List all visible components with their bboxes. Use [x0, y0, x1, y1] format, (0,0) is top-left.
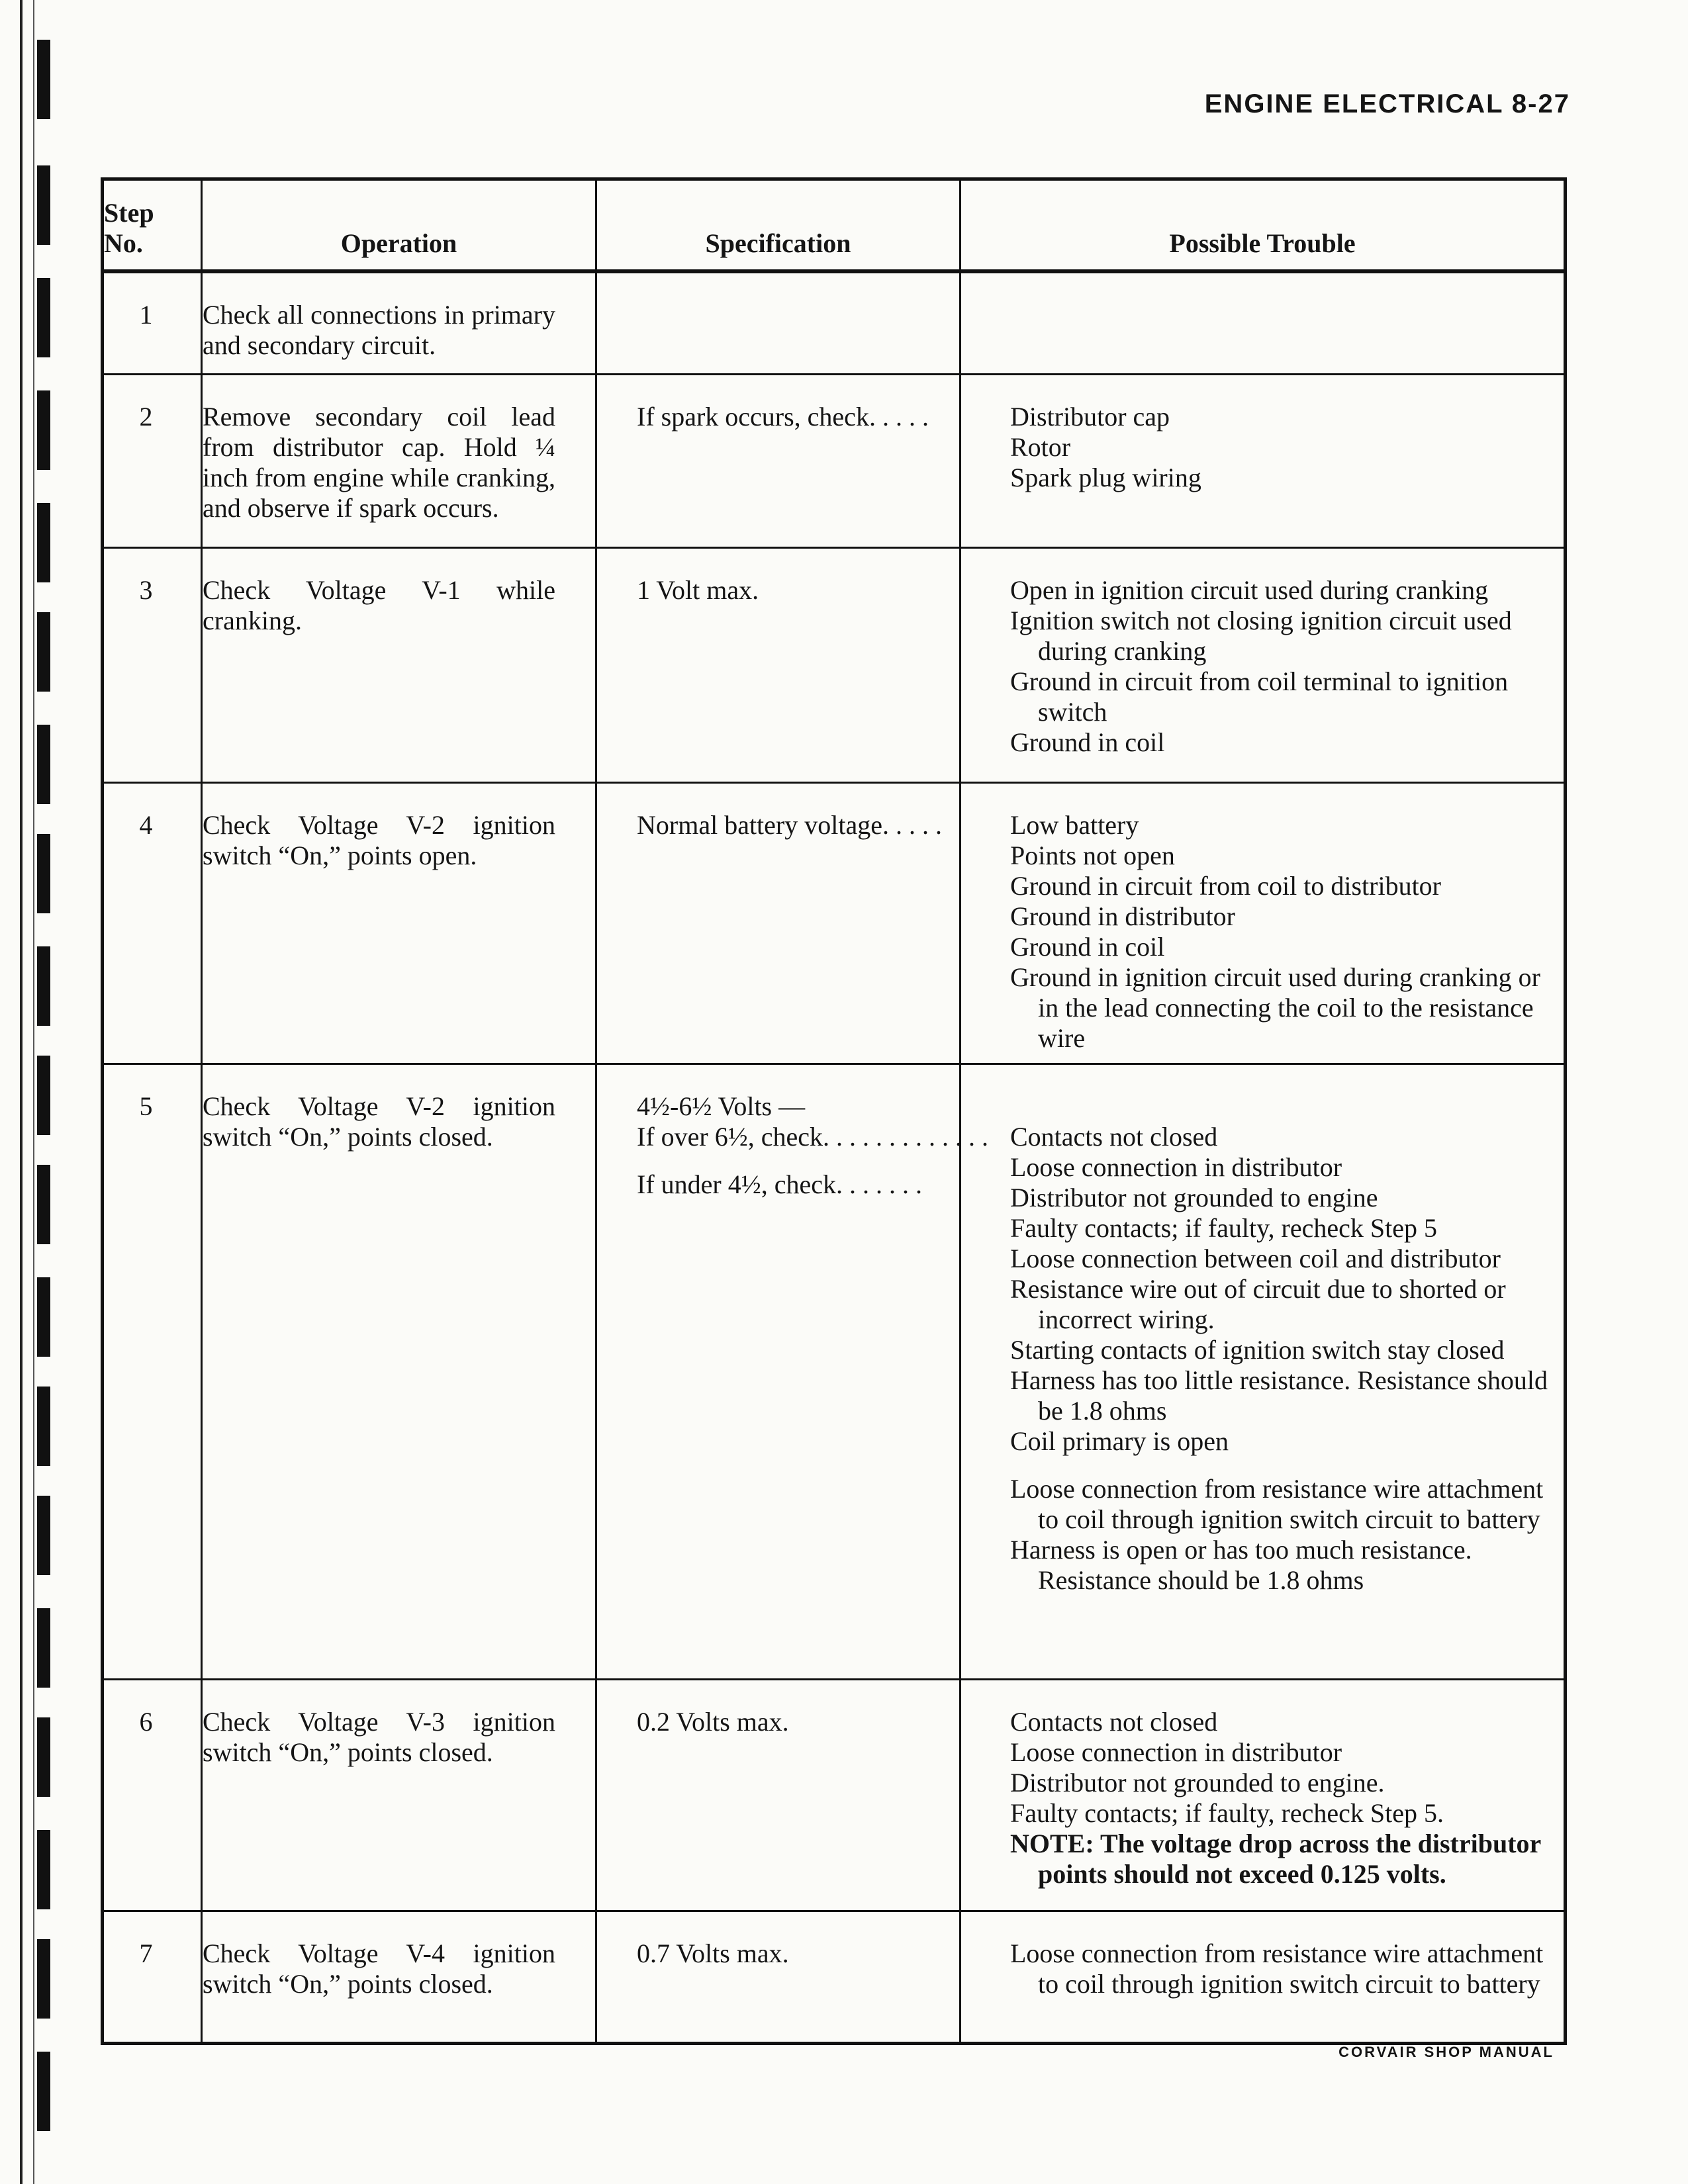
binding-hole: [37, 1939, 50, 2019]
step-number: 5: [103, 1064, 202, 1679]
table-header-row: [103, 179, 1566, 272]
trouble-item: Spark plug wiring: [1010, 462, 1201, 492]
binding-hole: [37, 1608, 50, 1688]
table-row: [103, 1679, 1566, 1911]
operation-cell: [202, 1679, 596, 1911]
table-row: [103, 271, 1566, 374]
step-number: 6: [103, 1679, 202, 1911]
specification-cell: [596, 782, 961, 1064]
binding-hole: [37, 612, 50, 692]
specification-text: If spark occurs, check. . . . .: [637, 401, 929, 432]
trouble-item: Ignition switch not closing ignition circuit used during cranking: [1010, 605, 1512, 666]
trouble-item: Harness has too little resistance. Resistance should be 1.8 ohms: [1010, 1365, 1548, 1426]
specification-text: 1 Volt max.: [637, 574, 759, 605]
trouble-item: Coil primary is open: [1010, 1426, 1229, 1456]
trouble-list: [961, 1091, 1550, 1457]
binding-hole: [37, 1717, 50, 1797]
specification-text: If over 6½, check. . . . . . . . . . . . .: [637, 1121, 988, 1152]
trouble-item: Faulty contacts; if faulty, recheck Step 5: [1010, 1212, 1437, 1243]
binding-hole: [37, 503, 50, 582]
binding-hole: [37, 1056, 50, 1135]
operation-cell: [202, 271, 596, 374]
trouble-item: Loose connection from resistance wire attachment to coil through ignition switch circuit to battery: [1010, 1938, 1544, 1999]
step-number: 1: [103, 271, 202, 374]
binding-hole: [37, 1830, 50, 1909]
operation-text: Check all connections in primary and secondary circuit.: [203, 300, 555, 360]
operation-text: Check Voltage V-2 ignition switch “On,” points open.: [203, 809, 555, 870]
possible-trouble-cell: [961, 1064, 1566, 1679]
specification-column-header: Specification: [596, 179, 961, 272]
trouble-item: Resistance wire out of circuit due to shorted or incorrect wiring.: [1010, 1273, 1506, 1334]
operation-column-header: Operation: [202, 179, 596, 272]
trouble-item: Ground in coil: [1010, 931, 1165, 962]
possible-trouble-cell: [961, 1679, 1566, 1911]
possible-trouble-cell: [961, 271, 1566, 374]
table-row: [103, 1064, 1566, 1679]
step-header-line: No.: [104, 228, 143, 258]
specification-cell: [596, 1911, 961, 2043]
trouble-item: Harness is open or has too much resistance. Resistance should be 1.8 ohms: [1010, 1534, 1472, 1595]
trouble-list: [961, 810, 1550, 1054]
specification-text: 0.2 Volts max.: [637, 1706, 789, 1737]
operation-text: Check Voltage V-1 while cranking.: [203, 574, 555, 635]
possible-trouble-cell: [961, 1911, 1566, 2043]
trouble-item: Rotor: [1010, 432, 1071, 462]
operation-cell: [202, 1064, 596, 1679]
trouble-list: [961, 575, 1550, 758]
operation-cell: [202, 547, 596, 782]
trouble-item: Ground in circuit from coil terminal to ignition switch: [1010, 666, 1509, 727]
step-number: 7: [103, 1911, 202, 2043]
binding-hole: [37, 946, 50, 1026]
trouble-item: Faulty contacts; if faulty, recheck Step 5.: [1010, 1797, 1444, 1828]
diagnosis-table: [101, 177, 1567, 2045]
binding-hole: [37, 165, 50, 245]
trouble-item: Ground in coil: [1010, 727, 1165, 757]
binding-hole: [37, 1277, 50, 1357]
trouble-item: Contacts not closed: [1010, 1706, 1218, 1737]
operation-text: Remove secondary coil lead from distributor cap. Hold ¼ inch from engine while cranking, and observe if spark occurs.: [203, 401, 555, 523]
table-row: [103, 374, 1566, 547]
specification-group: [637, 575, 959, 606]
specification-group: [637, 402, 959, 432]
trouble-item: Loose connection from resistance wire attachment to coil through ignition switch circuit to battery: [1010, 1473, 1544, 1534]
binding-hole: [37, 2052, 50, 2131]
page-footer: CORVAIR SHOP MANUAL: [1338, 2044, 1554, 2060]
trouble-item: Ground in ignition circuit used during cranking or in the lead connecting the coil to the resistance wire: [1010, 962, 1540, 1053]
page-header: ENGINE ELECTRICAL 8-27: [1204, 89, 1570, 118]
step-number: 4: [103, 782, 202, 1064]
specification-text: If under 4½, check. . . . . . .: [637, 1169, 922, 1199]
specification-cell: [596, 1064, 988, 1679]
specification-text: 0.7 Volts max.: [637, 1938, 789, 1968]
specification-group: [637, 1091, 988, 1152]
trouble-item: Loose connection between coil and distributor: [1010, 1243, 1501, 1273]
operation-text: Check Voltage V-4 ignition switch “On,” points closed.: [203, 1938, 555, 1999]
table-row: [103, 547, 1566, 782]
binding-margin: [0, 0, 60, 2184]
trouble-item: Distributor cap: [1010, 401, 1170, 432]
operation-cell: [202, 782, 596, 1064]
trouble-item: Contacts not closed: [1010, 1121, 1218, 1152]
possible-trouble-cell: [961, 374, 1566, 547]
possible-trouble-cell: [961, 547, 1566, 782]
binding-hole: [37, 1165, 50, 1244]
binding-hole: [37, 1387, 50, 1466]
possible-trouble-column-header: Possible Trouble: [961, 179, 1566, 272]
specification-text: 4½-6½ Volts —: [637, 1091, 806, 1121]
step-number: 2: [103, 374, 202, 547]
trouble-item: Distributor not grounded to engine.: [1010, 1767, 1385, 1797]
trouble-list: [961, 1707, 1550, 1889]
specification-group: [637, 810, 959, 841]
step-header-line: Step: [104, 198, 154, 228]
specification-cell: [596, 271, 961, 374]
table-row: [103, 782, 1566, 1064]
table-body: [103, 271, 1566, 2043]
binding-hole: [37, 278, 50, 357]
trouble-item: Starting contacts of ignition switch stay closed: [1010, 1334, 1505, 1365]
trouble-item: Distributor not grounded to engine: [1010, 1182, 1378, 1212]
trouble-item: Loose connection in distributor: [1010, 1737, 1342, 1767]
trouble-list: [961, 402, 1550, 493]
binding-hole: [37, 40, 50, 119]
possible-trouble-cell: [961, 782, 1566, 1064]
binding-hole: [37, 1496, 50, 1575]
specification-cell: [596, 547, 961, 782]
trouble-item: Ground in distributor: [1010, 901, 1235, 931]
binding-hole: [37, 390, 50, 470]
binding-rule: [33, 0, 34, 2184]
step-column-header: [103, 179, 202, 272]
operation-cell: [202, 374, 596, 547]
trouble-list: [961, 1474, 1550, 1596]
specification-group: [637, 1938, 959, 1969]
specification-cell: [596, 374, 961, 547]
step-number: 3: [103, 547, 202, 782]
binding-hole: [37, 725, 50, 804]
trouble-item: Low battery: [1010, 809, 1139, 840]
specification-cell: [596, 1679, 961, 1911]
specification-text: Normal battery voltage. . . . .: [637, 809, 942, 840]
note-text: NOTE: The voltage drop across the distributor points should not exceed 0.125 volts.: [1010, 1828, 1541, 1889]
binding-hole: [37, 834, 50, 913]
specification-group: [637, 1707, 959, 1737]
specification-group: [637, 1169, 959, 1200]
trouble-item: Open in ignition circuit used during cranking: [1010, 574, 1489, 605]
trouble-item: Points not open: [1010, 840, 1175, 870]
operation-cell: [202, 1911, 596, 2043]
binding-rule: [20, 0, 23, 2184]
trouble-list: [961, 1938, 1550, 1999]
operation-text: Check Voltage V-3 ignition switch “On,” points closed.: [203, 1706, 555, 1767]
operation-text: Check Voltage V-2 ignition switch “On,” points closed.: [203, 1091, 555, 1152]
trouble-item: Ground in circuit from coil to distributor: [1010, 870, 1441, 901]
trouble-item: Loose connection in distributor: [1010, 1152, 1342, 1182]
table-row: [103, 1911, 1566, 2043]
